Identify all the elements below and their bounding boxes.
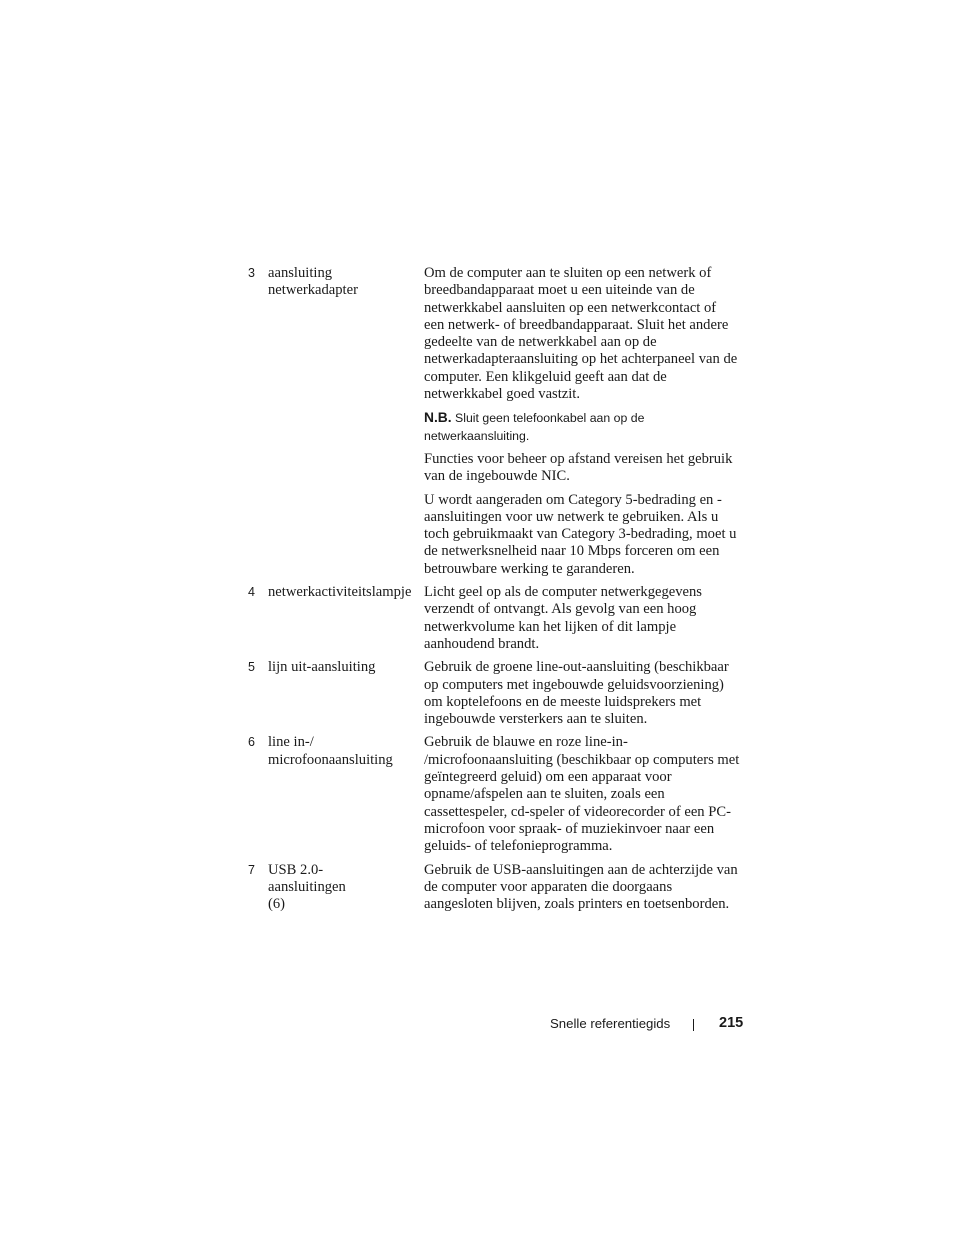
description-paragraph: Om de computer aan te sluiten op een netwerk of breedbandapparaat moet u een uiteinde van de netwerkkabel aansluiten op een netwerkcontact of een netwerk- of breedbandapparaat. Sluit het andere gedeelte van de netwerkkabel aan op de netwerkadapteraansluiting op het achterpaneel van de computer. Een klikgeluid geeft aan dat de netwerkkabel goed vastzit. bbox=[424, 265, 738, 403]
page-number: 215 bbox=[719, 1015, 744, 1031]
row-number: 3 bbox=[248, 266, 255, 280]
row-label: aansluiting netwerkadapter bbox=[268, 265, 358, 299]
row-description bbox=[424, 584, 740, 653]
row-label: line in-/ microfoonaansluiting bbox=[268, 734, 393, 768]
table-row bbox=[248, 265, 740, 578]
description-paragraph: U wordt aangeraden om Category 5-bedrading en -aansluitingen voor uw netwerk te gebruiken. Als u toch gebruikmaakt van Category 3-bedrading, moet u de netwerksnelheid naar 10 Mbps forceren om een betrouwbare werking te garanderen. bbox=[424, 491, 737, 577]
table-row bbox=[248, 659, 740, 728]
footer-divider bbox=[693, 1019, 694, 1031]
row-description bbox=[424, 659, 740, 728]
description-paragraph: Gebruik de blauwe en roze line-in- /microfoonaansluiting (beschikbaar op computers met geïntegreerd geluid) om een apparaat voor opname/afspelen aan te sluiten, zoals een cassettespeler, cd-speler of videorecorder of een PC-microfoon voor spraak- of muziekinvoer naar een geluids- of telefonieprogramma. bbox=[424, 734, 740, 855]
row-label: lijn uit-aansluiting bbox=[268, 659, 376, 676]
note-text: Sluit geen telefoonkabel aan op de netwerkaansluiting. bbox=[424, 411, 645, 443]
connector-table bbox=[248, 265, 740, 919]
row-description bbox=[424, 734, 740, 855]
description-paragraph: Gebruik de groene line-out-aansluiting (beschikbaar op computers met ingebouwde geluidsvoorziening) om koptelefoons en de meeste luidsprekers met ingebouwde versterkers aan te sluiten. bbox=[424, 659, 729, 728]
table-row bbox=[248, 862, 740, 914]
footer-title: Snelle referentiegids bbox=[550, 1016, 671, 1031]
row-label: netwerkactiviteitslampje bbox=[268, 584, 412, 601]
row-label: USB 2.0- aansluitingen (6) bbox=[268, 861, 346, 913]
description-paragraph: Licht geel op als de computer netwerkgegevens verzendt of ontvangt. Als gevolg van een hoog netwerkvolume kan het lijken of dit lampje aanhoudend brandt. bbox=[424, 584, 702, 652]
page-footer bbox=[530, 1014, 742, 1034]
description-paragraph: Gebruik de USB-aansluitingen aan de achterzijde van de computer voor apparaten die doorgaans aangesloten blijven, zoals printers en toetsenborden. bbox=[424, 861, 738, 913]
row-number: 4 bbox=[248, 585, 255, 600]
note-paragraph bbox=[424, 409, 740, 445]
row-number: 6 bbox=[248, 735, 255, 750]
row-description bbox=[424, 265, 740, 578]
row-number: 5 bbox=[248, 660, 255, 675]
table-row bbox=[248, 734, 740, 855]
description-paragraph: Functies voor beheer op afstand vereisen het gebruik van de ingebouwde NIC. bbox=[424, 450, 733, 485]
note-prefix: N.B. bbox=[424, 410, 452, 426]
row-description bbox=[424, 862, 740, 914]
table-row bbox=[248, 584, 740, 653]
row-number: 7 bbox=[248, 862, 255, 877]
